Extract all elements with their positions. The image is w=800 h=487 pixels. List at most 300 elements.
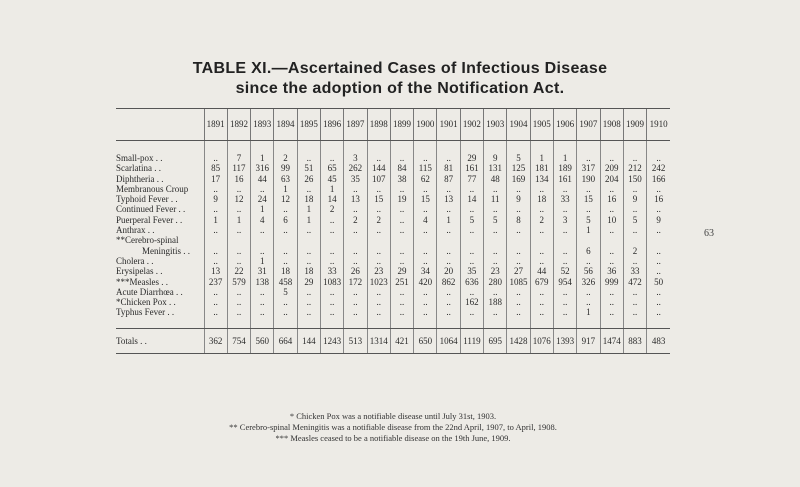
cell-value: ..: [227, 287, 250, 297]
cell-value: ..: [367, 153, 390, 163]
cell-value: [460, 235, 483, 245]
cell-value: 17: [204, 174, 227, 184]
cell-value: 16: [647, 194, 670, 204]
footnote-measles: *** Measles ceased to be a notifiable disease on the 19th June, 1909.: [275, 433, 511, 443]
row-label: Small-pox . .: [116, 153, 163, 163]
cell-value: 34: [414, 266, 437, 276]
cell-value: ..: [297, 246, 320, 256]
cell-value: ..: [297, 307, 320, 317]
year-header: 1894: [274, 109, 297, 141]
cell-value: 458: [274, 277, 297, 287]
year-header: 1897: [344, 109, 367, 141]
cell-value: ..: [600, 297, 623, 307]
cell-value: ..: [274, 256, 297, 266]
cell-value: ..: [204, 256, 227, 266]
cell-value: ..: [437, 246, 460, 256]
cell-value: ..: [320, 287, 343, 297]
cell-value: ..: [507, 204, 530, 214]
year-header: 1909: [623, 109, 646, 141]
cell-value: [623, 235, 646, 245]
cell-value: 420: [414, 277, 437, 287]
cell-value: ..: [274, 204, 297, 214]
cell-value: ..: [530, 246, 553, 256]
cell-value: ..: [390, 246, 413, 256]
cell-value: 11: [484, 194, 507, 204]
row-label: Totals . .: [116, 328, 204, 353]
cell-value: ..: [344, 307, 367, 317]
cell-value: ..: [204, 153, 227, 163]
cell-value: ..: [274, 246, 297, 256]
cell-value: 84: [390, 163, 413, 173]
cell-value: 695: [484, 328, 507, 353]
cell-value: ..: [553, 307, 576, 317]
cell-value: 117: [227, 163, 250, 173]
cell-value: ..: [647, 266, 670, 276]
cell-value: ..: [320, 297, 343, 307]
cell-value: ..: [577, 297, 600, 307]
cell-value: ..: [390, 215, 413, 225]
cell-value: ..: [344, 256, 367, 266]
cell-value: ..: [600, 153, 623, 163]
cell-value: ..: [484, 204, 507, 214]
cell-value: 362: [204, 328, 227, 353]
disease-row: [116, 287, 670, 297]
cell-value: [227, 235, 250, 245]
row-label: Acute Diarrhœa . .: [116, 286, 183, 297]
cell-value: ..: [507, 246, 530, 256]
disease-row: [116, 184, 670, 194]
cell-value: [344, 235, 367, 245]
cell-value: 1023: [367, 277, 390, 287]
cell-value: 917: [577, 328, 600, 353]
cell-value: 1: [227, 215, 250, 225]
cell-value: 15: [367, 194, 390, 204]
row-label: Cholera . .: [116, 255, 154, 266]
cell-value: ..: [344, 287, 367, 297]
cell-value: 9: [623, 194, 646, 204]
disease-row: [116, 266, 670, 276]
cell-value: ..: [367, 287, 390, 297]
cell-value: 1: [553, 153, 576, 163]
disease-row: [116, 194, 670, 204]
cell-value: ..: [251, 184, 274, 194]
cell-value: ..: [227, 204, 250, 214]
cell-value: ..: [274, 225, 297, 235]
cell-value: 87: [437, 174, 460, 184]
row-label: Meningitis . .: [142, 245, 191, 256]
cell-value: ..: [414, 225, 437, 235]
row-label: Membranous Croup: [116, 183, 189, 194]
cell-value: 1474: [600, 328, 623, 353]
year-header: 1906: [553, 109, 576, 141]
cell-value: 999: [600, 277, 623, 287]
cell-value: ..: [320, 153, 343, 163]
cell-value: 26: [344, 266, 367, 276]
cell-value: 29: [460, 153, 483, 163]
header-corner: [116, 109, 204, 141]
cell-value: 1: [204, 215, 227, 225]
cell-value: 20: [437, 266, 460, 276]
year-header: 1892: [227, 109, 250, 141]
year-header: 1910: [647, 109, 670, 141]
row-label: Diphtheria . .: [116, 173, 164, 184]
cell-value: 65: [320, 163, 343, 173]
cell-value: 883: [623, 328, 646, 353]
cell-value: 316: [251, 163, 274, 173]
cell-value: ..: [251, 297, 274, 307]
year-header: 1903: [484, 109, 507, 141]
cell-value: 636: [460, 277, 483, 287]
cell-value: ..: [251, 307, 274, 317]
disease-row: [116, 163, 670, 173]
cell-value: ..: [600, 246, 623, 256]
disease-row: [116, 297, 670, 307]
cell-value: ..: [600, 287, 623, 297]
page-margin-mark: 63: [704, 228, 714, 239]
cell-value: ..: [507, 225, 530, 235]
cell-value: ..: [320, 225, 343, 235]
disease-row: [116, 225, 670, 235]
disease-row: [116, 277, 670, 287]
cell-value: [390, 235, 413, 245]
cell-value: ..: [274, 297, 297, 307]
row-label: Typhus Fever . .: [116, 307, 175, 318]
cell-value: [530, 235, 553, 245]
disease-row: [116, 256, 670, 266]
cell-value: ..: [647, 297, 670, 307]
cell-value: 8: [507, 215, 530, 225]
cell-value: 1119: [460, 328, 483, 353]
cell-value: 56: [577, 266, 600, 276]
cell-value: 63: [274, 174, 297, 184]
cell-value: 5: [460, 215, 483, 225]
cell-value: ..: [460, 246, 483, 256]
cell-value: 5: [623, 215, 646, 225]
cell-value: ..: [414, 184, 437, 194]
cell-value: ..: [414, 297, 437, 307]
cell-value: 23: [367, 266, 390, 276]
cell-value: 212: [623, 163, 646, 173]
cell-value: ..: [647, 204, 670, 214]
cell-value: 5: [484, 215, 507, 225]
cell-value: ..: [390, 225, 413, 235]
cell-value: ..: [204, 297, 227, 307]
cell-value: 1064: [437, 328, 460, 353]
cell-value: ..: [437, 287, 460, 297]
cell-value: 15: [414, 194, 437, 204]
year-header: 1905: [530, 109, 553, 141]
cell-value: ..: [367, 297, 390, 307]
cell-value: 1428: [507, 328, 530, 353]
cell-value: 14: [460, 194, 483, 204]
cell-value: ..: [484, 225, 507, 235]
cell-value: ..: [460, 256, 483, 266]
cell-value: 237: [204, 277, 227, 287]
disease-row: [116, 307, 670, 317]
cell-value: ..: [414, 204, 437, 214]
cell-value: ..: [647, 153, 670, 163]
cell-value: 51: [297, 163, 320, 173]
cell-value: 35: [460, 266, 483, 276]
cell-value: 188: [484, 297, 507, 307]
cell-value: 62: [414, 174, 437, 184]
cell-value: ..: [320, 307, 343, 317]
cell-value: ..: [227, 184, 250, 194]
year-header: 1902: [460, 109, 483, 141]
cell-value: 144: [367, 163, 390, 173]
cell-value: ..: [647, 184, 670, 194]
cell-value: 134: [530, 174, 553, 184]
cell-value: 1: [577, 225, 600, 235]
disease-row: [116, 174, 670, 184]
cell-value: ..: [390, 297, 413, 307]
cell-value: 45: [320, 174, 343, 184]
cell-value: ..: [390, 287, 413, 297]
cell-value: 138: [251, 277, 274, 287]
cell-value: [251, 235, 274, 245]
cell-value: ..: [460, 287, 483, 297]
cell-value: ..: [507, 297, 530, 307]
cell-value: ..: [414, 287, 437, 297]
cell-value: 1: [297, 215, 320, 225]
cell-value: 22: [227, 266, 250, 276]
cell-value: ..: [227, 256, 250, 266]
cell-value: ..: [623, 184, 646, 194]
cell-value: 650: [414, 328, 437, 353]
cell-value: 1083: [320, 277, 343, 287]
cell-value: ..: [367, 184, 390, 194]
cell-value: 44: [251, 174, 274, 184]
cell-value: ..: [344, 184, 367, 194]
cell-value: ..: [297, 184, 320, 194]
row-label: Scarlatina . .: [116, 163, 161, 174]
cell-value: 5: [274, 287, 297, 297]
cell-value: 1: [297, 204, 320, 214]
cell-value: 1243: [320, 328, 343, 353]
cell-value: ..: [297, 225, 320, 235]
cell-value: 172: [344, 277, 367, 287]
cell-value: ..: [460, 204, 483, 214]
cell-value: 48: [484, 174, 507, 184]
cell-value: ..: [623, 297, 646, 307]
cell-value: [297, 235, 320, 245]
cell-value: 166: [647, 174, 670, 184]
year-header: 1900: [414, 109, 437, 141]
cell-value: 36: [600, 266, 623, 276]
cell-value: [600, 235, 623, 245]
cell-value: ..: [600, 307, 623, 317]
cell-value: ..: [437, 184, 460, 194]
cell-value: 1: [437, 215, 460, 225]
cell-value: ..: [484, 287, 507, 297]
cell-value: ..: [227, 307, 250, 317]
row-label: ***Measles . .: [116, 276, 168, 287]
cell-value: 2: [367, 215, 390, 225]
cell-value: 16: [227, 174, 250, 184]
footnote-chicken-pox: * Chicken Pox was a notifiable disease until July 31st, 1903.: [289, 411, 497, 421]
cell-value: ..: [577, 256, 600, 266]
cell-value: 1393: [553, 328, 576, 353]
cell-value: 161: [553, 174, 576, 184]
cell-value: ..: [297, 256, 320, 266]
cell-value: ..: [204, 246, 227, 256]
cell-value: 33: [623, 266, 646, 276]
year-header-row: [116, 109, 670, 141]
cell-value: ..: [390, 153, 413, 163]
cell-value: 190: [577, 174, 600, 184]
row-label: Anthrax . .: [116, 225, 155, 236]
cell-value: 6: [274, 215, 297, 225]
cell-value: 162: [460, 297, 483, 307]
cell-value: ..: [367, 246, 390, 256]
cell-value: ..: [367, 256, 390, 266]
cell-value: ..: [507, 184, 530, 194]
row-label: Continued Fever . .: [116, 204, 186, 215]
cell-value: ..: [344, 204, 367, 214]
cell-value: ..: [507, 307, 530, 317]
cell-value: 52: [553, 266, 576, 276]
cell-value: 1: [577, 307, 600, 317]
year-header: 1896: [320, 109, 343, 141]
cell-value: ..: [390, 204, 413, 214]
cell-value: 2: [623, 246, 646, 256]
cell-value: 4: [251, 215, 274, 225]
disease-row: [116, 235, 670, 245]
disease-row: [116, 246, 670, 256]
cell-value: ..: [227, 297, 250, 307]
cell-value: ..: [507, 256, 530, 266]
row-label: Puerperal Fever . .: [116, 214, 183, 225]
cell-value: [553, 235, 576, 245]
cell-value: 862: [437, 277, 460, 287]
cell-value: 13: [204, 266, 227, 276]
cell-value: ..: [320, 246, 343, 256]
cell-value: 242: [647, 163, 670, 173]
cell-value: ..: [344, 246, 367, 256]
cell-value: 1: [251, 204, 274, 214]
cell-value: 483: [647, 328, 670, 353]
cell-value: [484, 235, 507, 245]
cell-value: 5: [577, 215, 600, 225]
cell-value: ..: [460, 225, 483, 235]
cell-value: 150: [623, 174, 646, 184]
cell-value: ..: [553, 246, 576, 256]
cell-value: 144: [297, 328, 320, 353]
totals-row: [116, 328, 670, 353]
year-header: 1893: [251, 109, 274, 141]
cell-value: ..: [437, 153, 460, 163]
disease-row: [116, 215, 670, 225]
cell-value: 29: [297, 277, 320, 287]
cell-value: 7: [227, 153, 250, 163]
cell-value: ..: [320, 215, 343, 225]
cell-value: 131: [484, 163, 507, 173]
cell-value: 9: [507, 194, 530, 204]
cell-value: 13: [344, 194, 367, 204]
year-header: 1907: [577, 109, 600, 141]
cell-value: 4: [414, 215, 437, 225]
cell-value: 9: [484, 153, 507, 163]
cell-value: 12: [227, 194, 250, 204]
cell-value: 161: [460, 163, 483, 173]
cell-value: 1: [274, 184, 297, 194]
cell-value: ..: [204, 225, 227, 235]
cell-value: 1: [530, 153, 553, 163]
cell-value: 9: [204, 194, 227, 204]
cell-value: 35: [344, 174, 367, 184]
cell-value: 18: [274, 266, 297, 276]
cell-value: 189: [553, 163, 576, 173]
cell-value: ..: [367, 204, 390, 214]
cell-value: ..: [553, 297, 576, 307]
cell-value: [320, 235, 343, 245]
cell-value: 125: [507, 163, 530, 173]
cell-value: ..: [647, 225, 670, 235]
cell-value: ..: [484, 246, 507, 256]
cell-value: 2: [344, 215, 367, 225]
cell-value: ..: [530, 225, 553, 235]
cell-value: ..: [600, 256, 623, 266]
cell-value: 9: [647, 215, 670, 225]
cell-value: 15: [577, 194, 600, 204]
footnote-meningitis: ** Cerebro-spinal Meningitis was a notifiable disease from the 22nd April, 1907, to April, 1908.: [229, 422, 557, 432]
cell-value: 954: [553, 277, 576, 287]
cell-value: ..: [297, 297, 320, 307]
cell-value: ..: [623, 287, 646, 297]
cell-value: 18: [297, 194, 320, 204]
cell-value: 1085: [507, 277, 530, 287]
cell-value: ..: [204, 287, 227, 297]
cell-value: 77: [460, 174, 483, 184]
cell-value: 1076: [530, 328, 553, 353]
cell-value: ..: [297, 287, 320, 297]
row-label: Erysipelas . .: [116, 266, 163, 277]
cell-value: 14: [320, 194, 343, 204]
infectious-disease-table: [116, 108, 670, 354]
cell-value: ..: [437, 297, 460, 307]
cell-value: ..: [344, 225, 367, 235]
cell-value: 27: [507, 266, 530, 276]
row-label: Typhoid Fever . .: [116, 194, 178, 205]
cell-value: [204, 235, 227, 245]
cell-value: 18: [530, 194, 553, 204]
row-label: *Chicken Pox . .: [116, 297, 176, 308]
cell-value: 2: [320, 204, 343, 214]
cell-value: ..: [437, 225, 460, 235]
cell-value: 5: [507, 153, 530, 163]
year-header: 1895: [297, 109, 320, 141]
cell-value: 169: [507, 174, 530, 184]
cell-value: ..: [367, 307, 390, 317]
year-header: 1891: [204, 109, 227, 141]
cell-value: ..: [530, 307, 553, 317]
cell-value: ..: [414, 256, 437, 266]
cell-value: ..: [484, 256, 507, 266]
cell-value: ..: [390, 184, 413, 194]
cell-value: 472: [623, 277, 646, 287]
cell-value: ..: [414, 246, 437, 256]
cell-value: ..: [204, 307, 227, 317]
cell-value: 579: [227, 277, 250, 287]
cell-value: 33: [553, 194, 576, 204]
cell-value: ..: [647, 246, 670, 256]
cell-value: 38: [390, 174, 413, 184]
row-label: **Cerebro-spinal: [116, 235, 179, 246]
cell-value: 1: [320, 184, 343, 194]
cell-value: 24: [251, 194, 274, 204]
cell-value: [367, 235, 390, 245]
cell-value: ..: [623, 256, 646, 266]
